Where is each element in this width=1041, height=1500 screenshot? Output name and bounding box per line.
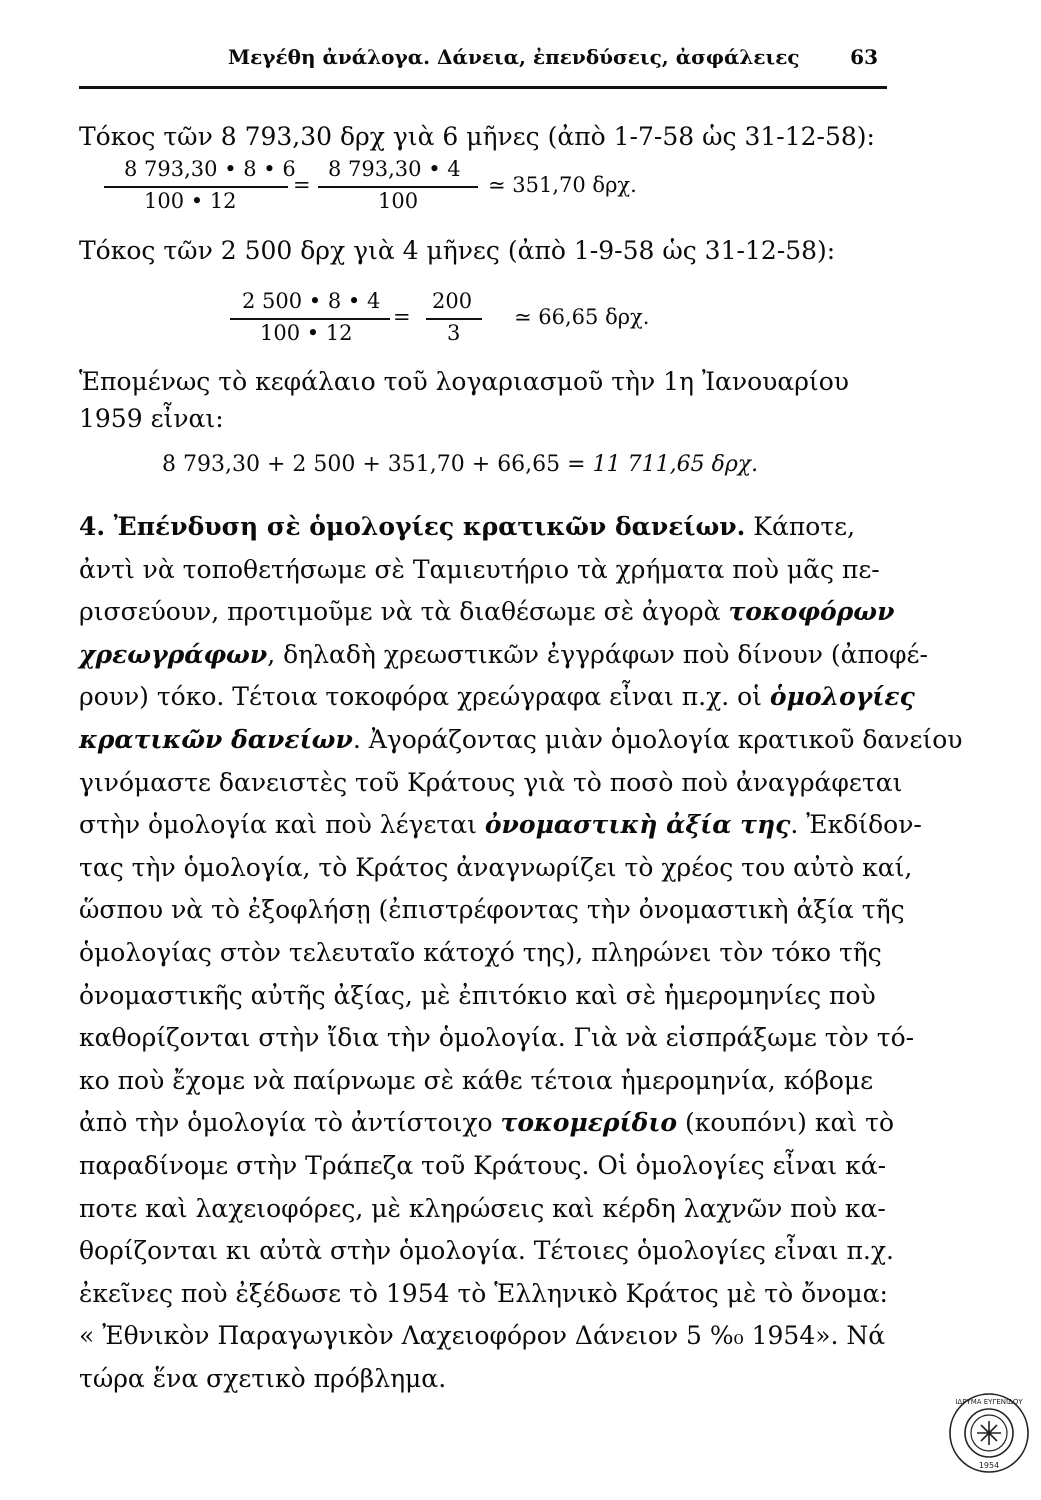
body-text: (κουπόνι) καὶ τὸ [677,1108,895,1138]
example2-intro: Τόκος τῶν 2 500 δρχ γιὰ 4 μῆνες (ἀπὸ 1-9-58 ὡς 31-12-58): [79,236,836,265]
body-text: τώρα ἕνα σχετικὸ πρόβλημα. [79,1364,447,1393]
result-value: ≃ 351,70 δρχ. [488,173,637,197]
section-line [79,682,915,712]
section-line [79,1194,886,1224]
section-line [79,895,905,925]
frac1-numerator: 8 793,30 • 8 • 6 [124,157,296,181]
body-text: ἀντὶ νὰ τοποθετήσωμε σὲ Ταμιευτήριο τὰ χρήματα ποὺ μᾶς πε- [79,554,880,584]
body-text: ἐκεῖνες ποὺ ἐξέδωσε τὸ 1954 τὸ Ἑλληνικὸ Κράτος μὲ τὸ ὄνομα: [79,1278,888,1308]
section-line [79,512,855,542]
section-line [79,853,912,883]
body-text: ἀπὸ τὴν ὁμολογία τὸ ἀντίστοιχο [79,1108,501,1138]
frac2-numerator: 8 793,30 • 4 [328,157,461,181]
body-text: . Ἀγοράζοντας μιὰν ὁμολογία κρατικοῦ δανείου [352,725,963,754]
equals-sign: = [293,173,311,197]
frac2-numerator: 200 [432,289,473,313]
emphasized-term: ὀνομαστικὴ ἀξία της [484,810,791,840]
body-text: ποτε καὶ λαχειοφόρες, μὲ κληρώσεις καὶ κέρδη λαχνῶν ποὺ κα- [79,1193,886,1223]
section-heading: 4. Ἐπένδυση σὲ ὁμολογίες κρατικῶν δανείων. [79,512,746,541]
eugenides-seal-icon [948,1392,1030,1474]
body-text: , δηλαδὴ χρεωστικῶν ἐγγράφων ποὺ δίνουν (ἀποφέ- [267,639,928,669]
example1-intro: Τόκος τῶν 8 793,30 δρχ γιὰ 6 μῆνες (ἀπὸ 1-7-58 ὡς 31-12-58): [79,122,875,151]
body-text: παραδίνομε στὴν Τράπεζα τοῦ Κράτους. Οἱ ὁμολογίες εἶναι κά- [79,1151,887,1180]
body-text: ὁμολογίας στὸν τελευταῖο κάτοχό της), πληρώνει τὸν τόκο τῆς [79,938,882,967]
seal-text: ΙΔΡΥΜΑ ΕΥΓΕΝΙΔΟΥ [955,1398,1023,1406]
section-line [79,1151,886,1181]
body-text: ρισσεύουν, προτιμοῦμε νὰ τὰ διαθέσωμε σὲ ἀγορὰ [79,597,729,627]
section-line [79,640,928,670]
body-text: ρουν) τόκο. Τέτοια τοκοφόρα χρεώγραφα εἶναι π.χ. οἱ [79,682,770,712]
seal-year: 1954 [978,1461,1000,1470]
body-text: ὀνομαστικῆς αὐτῆς ἀξίας, μὲ ἐπιτόκιο καὶ σὲ ἡμερομηνίες ποὺ [79,980,876,1010]
section-line [79,981,876,1011]
frac2-denominator: 3 [447,321,461,345]
frac1-bar [230,318,390,320]
section-line [79,768,902,798]
section-line [79,597,894,627]
section-line [79,1279,888,1309]
emphasized-term: τοκομερίδιο [500,1108,678,1138]
frac2-denominator: 100 [378,189,419,213]
header-title: Μεγέθη ἀνάλογα. Δάνεια, ἐπενδύσεις, ἀσφάλειες [228,45,800,69]
frac1-denominator: 100 • 12 [144,189,237,213]
section-line [79,555,880,585]
section-line [79,725,963,755]
frac2-bar [426,318,482,320]
emphasized-term: χρεωγράφων [79,639,268,669]
sum-expression: 8 793,30 + 2 500 + 351,70 + 66,65 = [162,452,586,477]
equals-sign: = [393,305,411,329]
body-text: θορίζονται κι αὐτὰ στὴν ὁμολογία. Τέτοιες ὁμολογίες εἶναι π.χ. [79,1236,894,1266]
emphasized-term: τοκοφόρων [728,597,895,627]
section-line [79,1023,914,1053]
frac1-numerator: 2 500 • 8 • 4 [242,289,381,313]
frac1-bar [104,186,288,188]
body-text: . Ἐκδίδον- [790,810,922,840]
body-text: κο ποὺ ἔχομε νὰ παίρνωμε σὲ κάθε τέτοια ἡμερομηνία, κόβομε [79,1065,874,1095]
section-line [79,1108,894,1138]
section-line [79,1364,446,1394]
body-text: στὴν ὁμολογία καὶ ποὺ λέγεται [79,810,485,840]
section-line [79,810,922,840]
section-line [79,1236,894,1266]
sum-result: 11 711,65 δρχ. [592,452,759,477]
frac1-denominator: 100 • 12 [260,321,353,345]
capital-line-2: 1959 εἶναι: [79,404,224,433]
running-header [228,45,878,77]
section-line [79,938,882,968]
section-line [79,1066,873,1096]
emphasized-term: κρατικῶν δανείων [79,725,353,754]
capital-sum [162,452,758,477]
frac2-bar [318,186,478,188]
body-text: Κάποτε, [745,512,856,541]
body-text: ὥσπου νὰ τὸ ἐξοφλήσῃ (ἐπιστρέφοντας τὴν ὀνομαστικὴ ἀξία τῆς [79,895,905,925]
emphasized-term: ὁμολογίες [769,682,915,712]
result-value: ≃ 66,65 δρχ. [514,305,650,329]
body-text: γινόμαστε δανειστὲς τοῦ Κράτους γιὰ τὸ ποσὸ ποὺ ἀναγράφεται [79,767,903,797]
section-line [79,1321,885,1351]
body-text: « Ἐθνικὸν Παραγωγικὸν Λαχειοφόρον Δάνειον 5 %₀ 1954». Νά [79,1321,886,1351]
body-text: καθορίζονται στὴν ἴδια τὴν ὁμολογία. Γιὰ νὰ εἰσπράξωμε τὸν τό- [79,1023,915,1053]
page-number: 63 [850,45,878,69]
capital-line-1: Ἑπομένως τὸ κεφάλαιο τοῦ λογαριασμοῦ τὴν 1η Ἰανουαρίου [79,367,849,396]
body-text: τας τὴν ὁμολογία, τὸ Κράτος ἀναγνωρίζει τὸ χρέος του αὐτὸ καί, [79,852,913,882]
header-rule [79,86,887,89]
